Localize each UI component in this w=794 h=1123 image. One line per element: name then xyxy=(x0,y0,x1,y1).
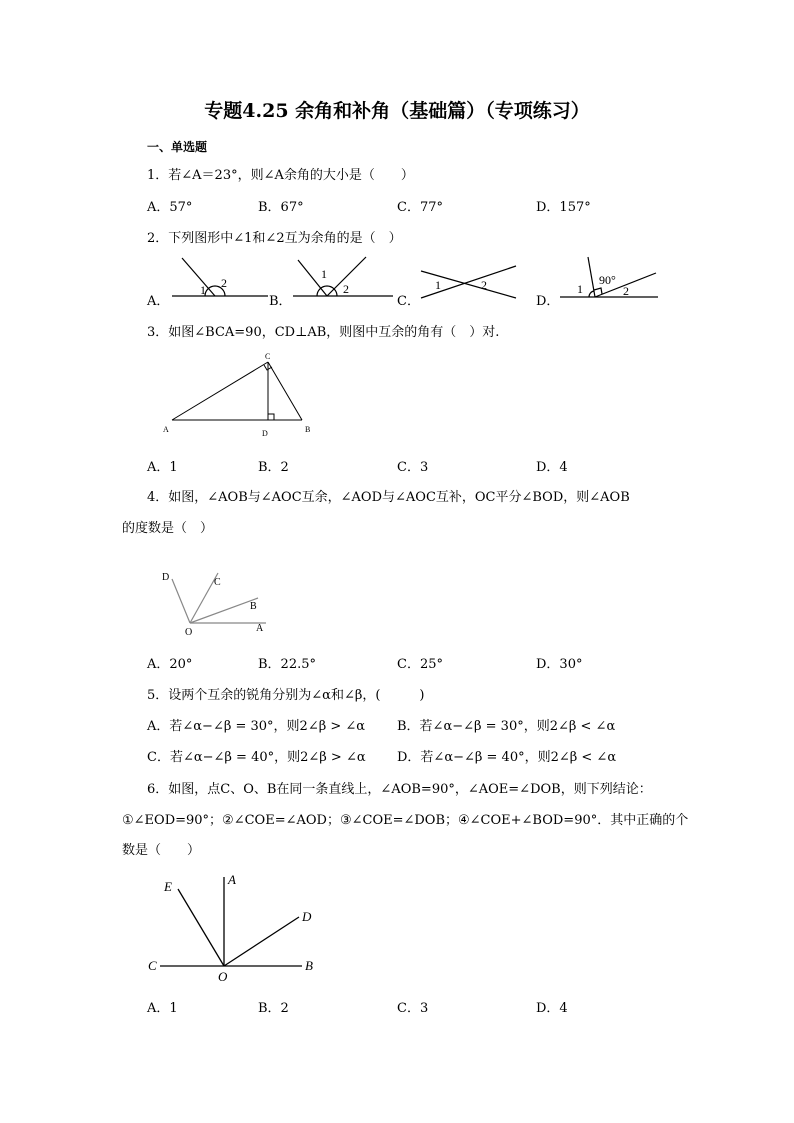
question-1-option-c: C．77° xyxy=(397,200,443,215)
q4-point-o: O xyxy=(185,627,193,638)
question-4-option-b: B．22.5° xyxy=(258,657,316,672)
q4-point-d: D xyxy=(162,572,170,583)
page-title: 专题4.25 余角和补角（基础篇）（专项练习） xyxy=(204,100,590,122)
q3-point-c: C xyxy=(265,352,271,361)
q2-c-label-2: 2 xyxy=(481,278,487,292)
question-3-option-a: A．1 xyxy=(147,460,178,475)
section-heading: 一、单选题 xyxy=(147,140,208,154)
question-3-option-c: C．3 xyxy=(397,460,429,475)
question-1-option-d: D．157° xyxy=(536,200,591,215)
question-1-option-a: A．57° xyxy=(147,200,193,215)
question-6-stem-line3: 数是（ ） xyxy=(122,843,201,858)
question-2-option-b: B． xyxy=(269,294,292,309)
question-5-option-d: D．若∠α−∠β = 40°，则2∠β < ∠α xyxy=(397,750,617,765)
question-5-stem: 5．设两个互余的锐角分别为∠α和∠β，( ) xyxy=(147,688,425,703)
question-2-option-a: A． xyxy=(147,294,170,309)
question-4-option-c: C．25° xyxy=(397,657,443,672)
q3-point-b: B xyxy=(305,425,311,434)
question-6-option-d: D．4 xyxy=(536,1001,568,1016)
question-3-stem: 3．如图∠BCA=90，CD⊥AB，则图中互余的角有（ ）对. xyxy=(147,325,500,340)
q4-point-c: C xyxy=(214,577,221,588)
question-5-option-b: B．若∠α−∠β = 30°，则2∠β < ∠α xyxy=(397,719,616,734)
q2-a-label-2: 2 xyxy=(221,276,227,290)
question-2-stem: 2．下列图形中∠1和∠2互为余角的是（ ） xyxy=(147,231,402,246)
q3-point-a: A xyxy=(163,425,169,434)
question-4-stem-line2: 的度数是（ ） xyxy=(122,521,214,536)
q6-point-c: C xyxy=(148,958,157,973)
question-3-option-d: D．4 xyxy=(536,460,568,475)
question-2-option-c: C． xyxy=(397,294,420,309)
q3-point-d: D xyxy=(262,429,268,438)
q6-point-b: B xyxy=(305,958,313,973)
question-1-stem: 1．若∠A＝23°，则∠A余角的大小是（ ） xyxy=(147,168,414,183)
question-1-option-b: B．67° xyxy=(258,200,304,215)
question-4-stem-line1: 4．如图，∠AOB与∠AOC互余，∠AOD与∠AOC互补，OC平分∠BOD，则∠AOB xyxy=(147,490,630,505)
question-5-option-a: A．若∠α−∠β = 30°，则2∠β > ∠α xyxy=(147,719,366,734)
q2-b-label-2: 2 xyxy=(343,282,349,296)
question-6-option-b: B．2 xyxy=(258,1001,289,1016)
question-5-option-c: C．若∠α−∠β = 40°，则2∠β > ∠α xyxy=(147,750,366,765)
question-6-option-c: C．3 xyxy=(397,1001,429,1016)
question-4-option-a: A．20° xyxy=(147,657,193,672)
q6-point-o: O xyxy=(218,969,228,984)
q4-point-b: B xyxy=(250,601,257,612)
q2-b-label-1: 1 xyxy=(321,267,327,281)
question-6-stem-line1: 6．如图，点C、O、B在同一条直线上，∠AOB=90°，∠AOE=∠DOB，则下列结论： xyxy=(147,782,652,797)
q6-ray-oe xyxy=(178,889,224,966)
q2-d-label-90: 90° xyxy=(599,273,616,287)
question-4-option-d: D．30° xyxy=(536,657,583,672)
q2-d-label-1: 1 xyxy=(577,282,583,296)
q2-d-label-2: 2 xyxy=(623,284,629,298)
question-6-option-a: A．1 xyxy=(147,1001,178,1016)
question-6-stem-line2: ①∠EOD=90°；②∠COE=∠AOD；③∠COE=∠DOB；④∠COE+∠BOD=90°．其中正确的个 xyxy=(122,813,689,828)
q4-point-a: A xyxy=(256,623,264,634)
q2-a-label-1: 1 xyxy=(200,283,206,297)
q2-c-label-1: 1 xyxy=(435,278,441,292)
q6-ray-od xyxy=(224,917,299,966)
q6-point-e: E xyxy=(164,879,172,894)
q6-point-a: A xyxy=(228,872,236,887)
question-2-option-d: D． xyxy=(536,294,560,309)
q6-point-d: D xyxy=(302,909,312,924)
question-3-option-b: B．2 xyxy=(258,460,289,475)
